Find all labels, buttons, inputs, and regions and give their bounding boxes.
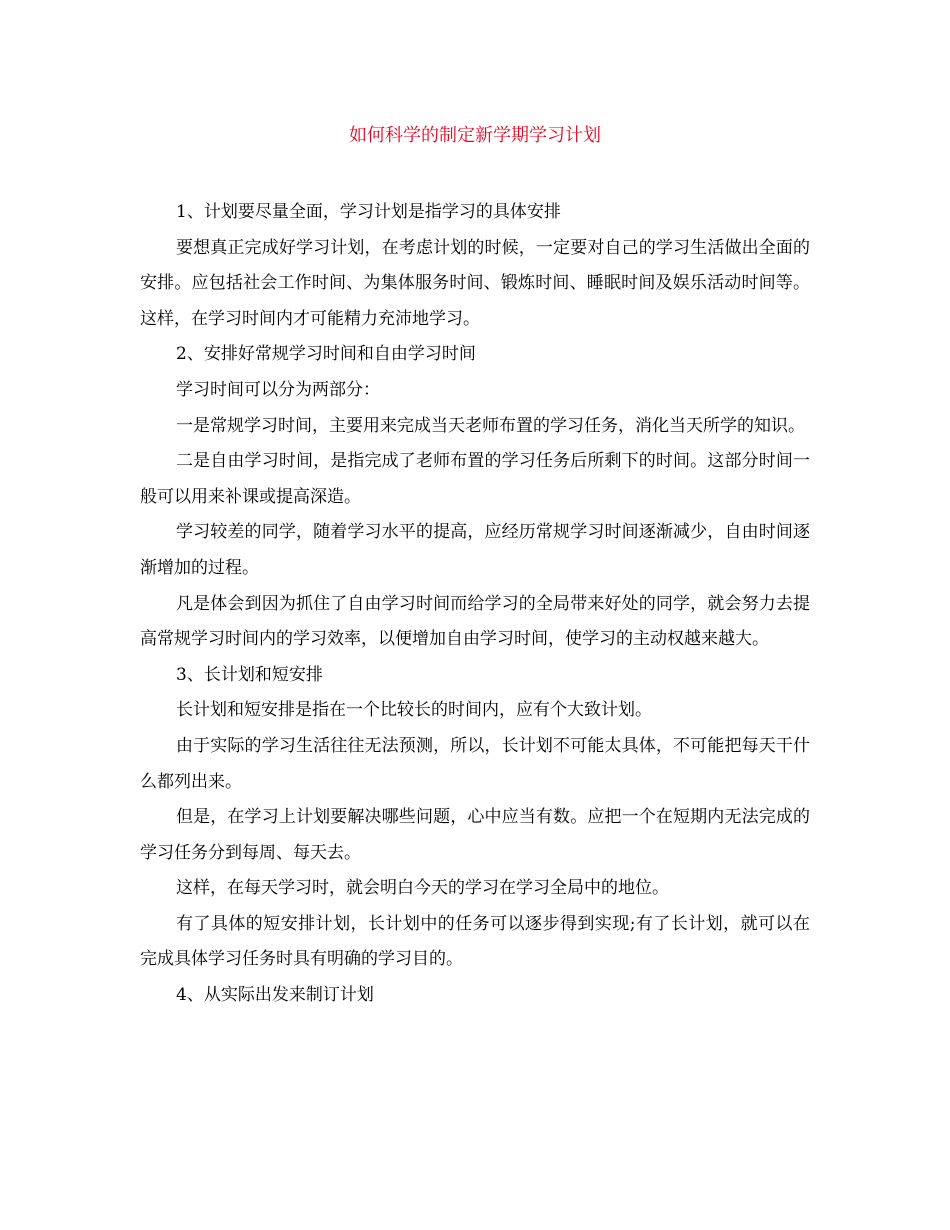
paragraph: 由于实际的学习生活往往无法预测，所以，长计划不可能太具体，不可能把每天干什么都列出来。 [140, 735, 810, 792]
paragraph: 但是，在学习上计划要解决哪些问题，心中应当有数。应把一个在短期内无法完成的学习任务分到每周、每天去。 [140, 807, 810, 863]
paragraph: 2、安排好常规学习时间和自由学习时间 [176, 344, 476, 365]
paragraph: 4、从实际出发来制订计划 [176, 985, 374, 1006]
paragraph: 1、计划要尽量全面，学习计划是指学习的具体安排 [176, 202, 561, 222]
paragraph: 学习较差的同学，随着学习水平的提高，应经历常规学习时间逐渐减少，自由时间逐渐增加的过程。 [140, 522, 810, 578]
paragraph: 有了具体的短安排计划，长计划中的任务可以逐步得到实现;有了长计划，就可以在完成具体学习任务时具有明确的学习目的。 [140, 913, 810, 970]
paragraph: 二是自由学习时间，是指完成了老师布置的学习任务后所剩下的时间。这部分时间一般可以用来补课或提高深造。 [140, 451, 810, 507]
paragraph: 凡是体会到因为抓住了自由学习时间而给学习的全局带来好处的同学，就会努力去提高常规学习时间内的学习效率，以便增加自由学习时间，使学习的主动权越来越大。 [140, 593, 810, 650]
paragraph: 要想真正完成好学习计划，在考虑计划的时候，一定要对自己的学习生活做出全面的安排。应包括社会工作时间、为集体服务时间、锻炼时间、睡眠时间及娱乐活动时间等。这样，在学习时间内才可能精力充沛地学习。 [140, 237, 810, 329]
paragraph: 一是常规学习时间，主要用来完成当天老师布置的学习任务，消化当天所学的知识。 [176, 415, 805, 436]
paragraph: 这样，在每天学习时，就会明白今天的学习在学习全局中的地位。 [176, 878, 669, 899]
document-title: 如何科学的制定新学期学习计划 [349, 125, 601, 146]
paragraph: 学习时间可以分为两部分： [176, 379, 380, 400]
paragraph: 长计划和短安排是指在一个比较长的时间内，应有个大致计划。 [176, 700, 652, 721]
paragraph: 3、长计划和短安排 [176, 664, 323, 685]
document-body [140, 195, 810, 1014]
